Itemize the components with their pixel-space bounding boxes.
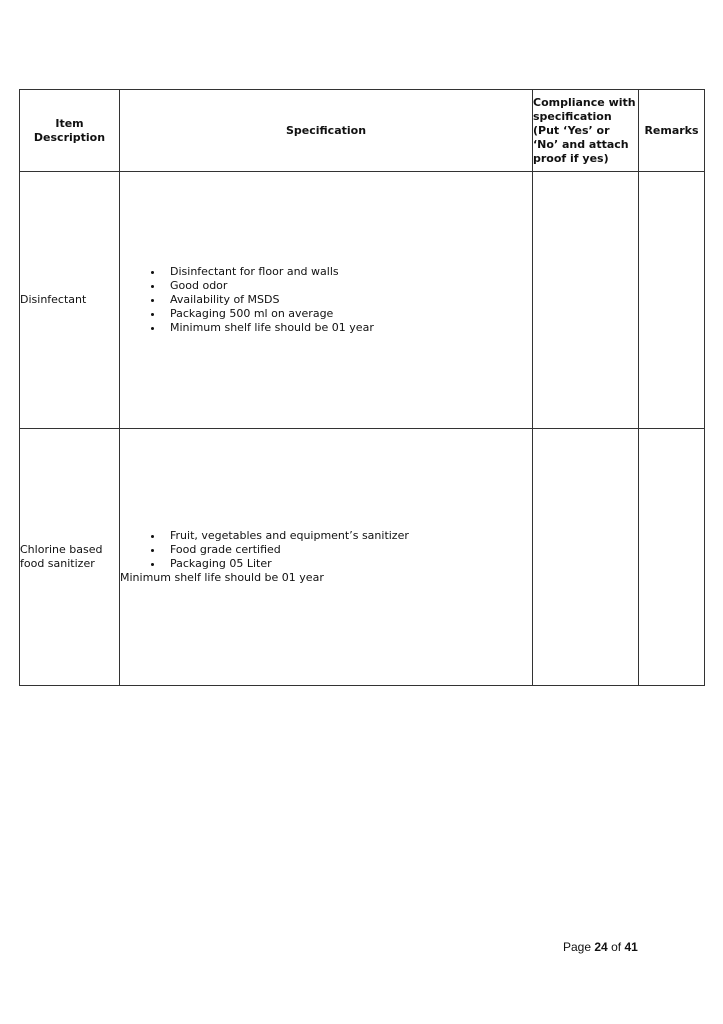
total-pages: 41 <box>624 940 638 954</box>
table-row <box>20 429 705 686</box>
compliance-cell[interactable] <box>533 429 639 686</box>
page-of-label: of <box>611 940 622 954</box>
page-label: Page <box>563 940 592 954</box>
list-item: • Fruit, vegetables and equipment’s sanitizer <box>164 529 532 543</box>
list-item: • Packaging 500 ml on average <box>164 307 532 321</box>
table-header-row <box>20 90 705 172</box>
compliance-header: Compliance with specification (Put ‘Yes’ or ‘No’ and attach proof if yes) <box>533 90 639 172</box>
list-item: • Disinfectant for floor and walls <box>164 265 532 279</box>
specification-cell <box>120 172 533 429</box>
specification-cell <box>120 429 533 686</box>
item-description-header: Item Description <box>20 90 120 172</box>
list-item: • Good odor <box>164 279 532 293</box>
list-item: • Minimum shelf life should be 01 year <box>164 321 532 335</box>
specification-note: Minimum shelf life should be 01 year <box>120 571 324 584</box>
list-item: • Packaging 05 Liter <box>164 557 532 571</box>
remarks-header: Remarks <box>639 90 705 172</box>
specification-table <box>19 89 705 686</box>
specification-list <box>120 265 532 335</box>
table-row <box>20 172 705 429</box>
specification-list <box>120 529 532 571</box>
list-item: • Availability of MSDS <box>164 293 532 307</box>
current-page: 24 <box>594 940 608 954</box>
specification-header: Specification <box>120 90 533 172</box>
page-number <box>563 940 638 954</box>
compliance-cell[interactable] <box>533 172 639 429</box>
remarks-cell[interactable] <box>639 429 705 686</box>
remarks-cell[interactable] <box>639 172 705 429</box>
item-description-cell: Disinfectant <box>20 172 120 429</box>
item-description-cell: Chlorine based food sanitizer <box>20 429 120 686</box>
list-item: • Food grade certified <box>164 543 532 557</box>
